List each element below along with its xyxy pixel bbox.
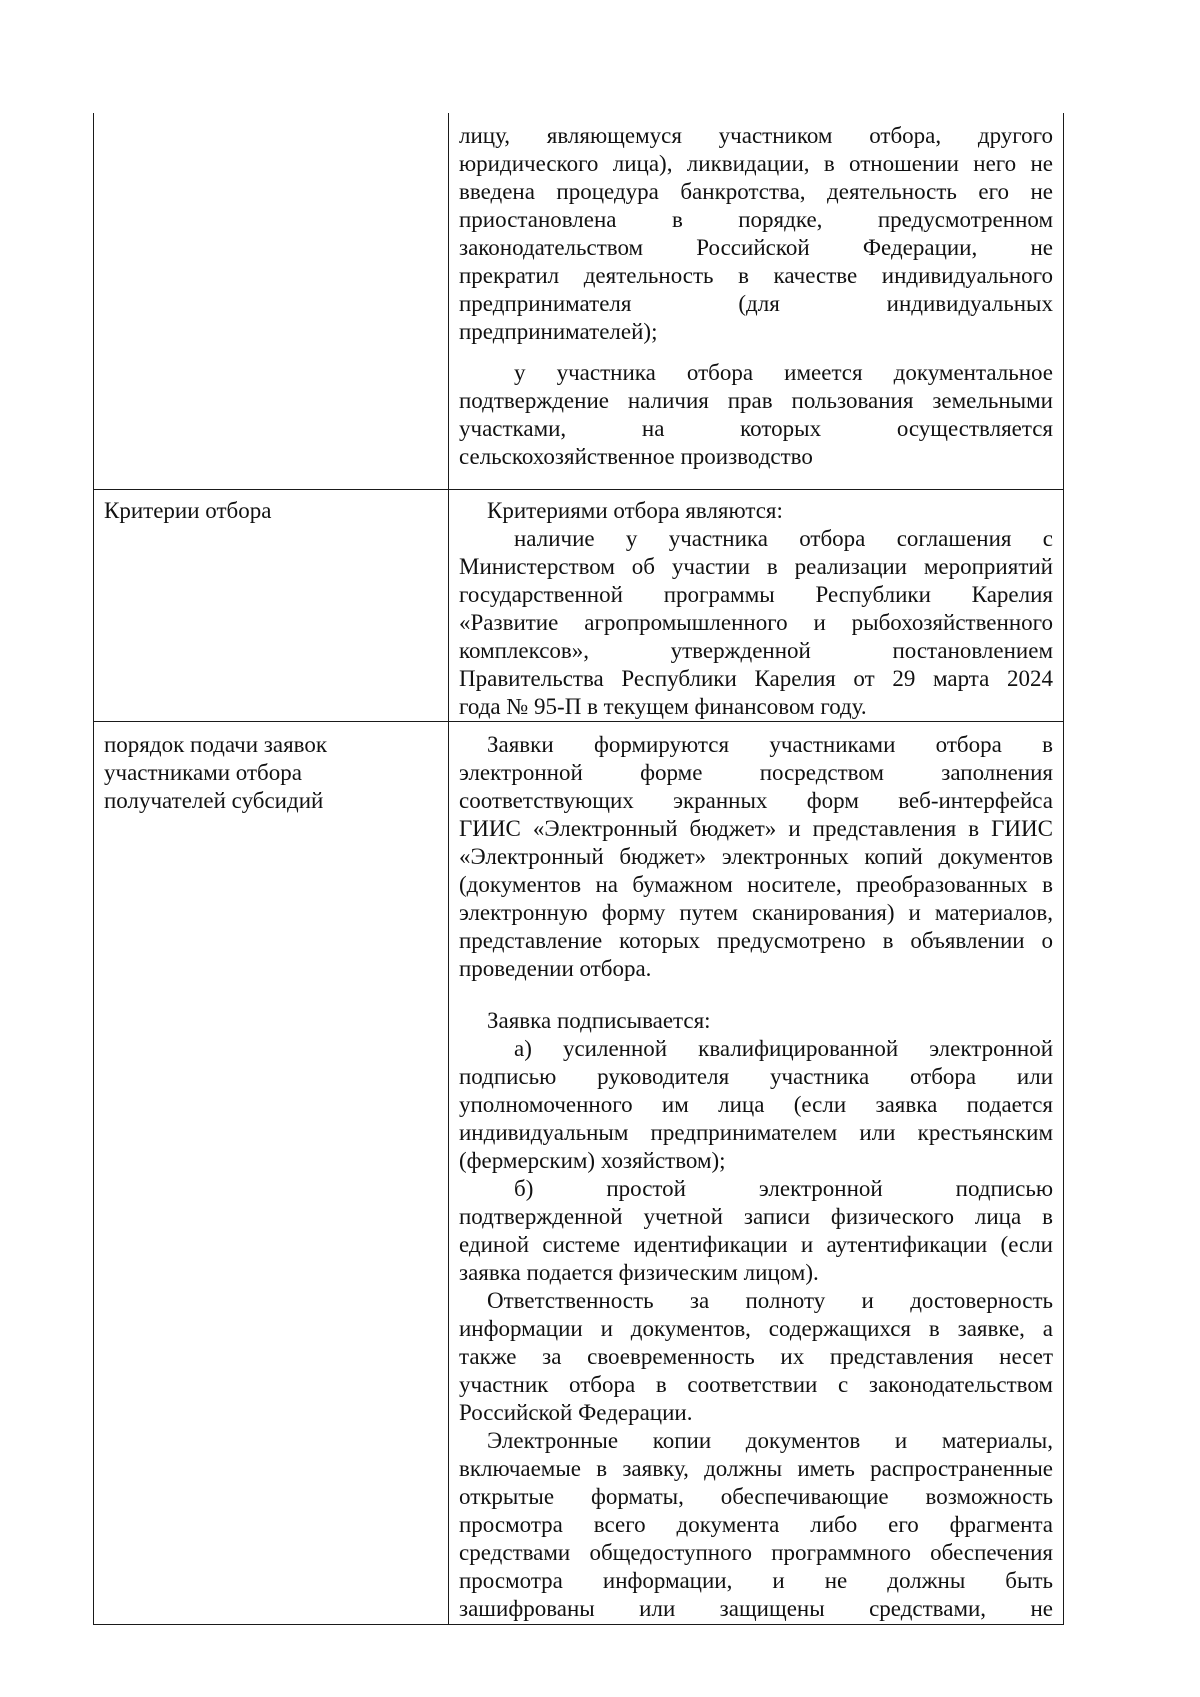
text-line: Заявки формируются участниками отбора в: [487, 732, 1053, 757]
text-line: включаемые в заявку, должны иметь распространенные: [459, 1456, 1053, 1481]
row-label: получателей субсидий: [104, 788, 324, 813]
text-line: открытые форматы, обеспечивающие возможность: [459, 1484, 1053, 1509]
text-line: (документов на бумажном носителе, преобразованных в: [459, 872, 1053, 897]
row-label: порядок подачи заявок: [104, 732, 328, 757]
text-line: участками, на которых осуществляется: [459, 416, 1053, 441]
text-line: заявка подается физическим лицом).: [459, 1260, 819, 1285]
text-line: комплексов», утвержденной постановлением: [459, 638, 1053, 663]
text-line: участник отбора в соответствии с законодательством: [459, 1372, 1053, 1397]
text-line: Ответственность за полноту и достоверность: [487, 1288, 1053, 1313]
text-line: сельскохозяйственное производство: [459, 444, 813, 469]
text-line: единой системе идентификации и аутентификации (если: [459, 1232, 1053, 1257]
row-label: Критерии отбора: [104, 498, 272, 523]
text-line: «Электронный бюджет» электронных копий документов: [459, 844, 1053, 869]
text-line: подтвержденной учетной записи физического лица в: [459, 1204, 1053, 1229]
text-line: просмотра информации, и не должны быть: [459, 1568, 1053, 1593]
text-line: также за своевременность их представления несет: [459, 1344, 1053, 1369]
text-line: Российской Федерации.: [459, 1400, 693, 1425]
text-line: Критериями отбора являются:: [487, 498, 783, 523]
text-line: года № 95-П в текущем финансовом году.: [459, 694, 867, 719]
text-line: лицу, являющемуся участником отбора, другого: [459, 123, 1053, 148]
table-column-divider: [448, 113, 449, 1625]
text-line: электронную форму путем сканирования) и материалов,: [459, 900, 1053, 925]
text-line: «Развитие агропромышленного и рыбохозяйственного: [459, 610, 1053, 635]
row-divider-1: [93, 489, 1064, 490]
text-line: предпринимателя (для индивидуальных: [459, 291, 1053, 316]
text-line: введена процедура банкротства, деятельность его не: [459, 179, 1053, 204]
text-line: Министерством об участии в реализации мероприятий: [459, 554, 1053, 579]
text-line: зашифрованы или защищены средствами, не: [459, 1596, 1053, 1621]
text-line: (фермерским) хозяйством);: [459, 1148, 726, 1173]
text-line: Электронные копии документов и материалы,: [487, 1428, 1053, 1453]
text-line: предпринимателей);: [459, 319, 658, 344]
text-line: приостановлена в порядке, предусмотренном: [459, 207, 1053, 232]
text-line: государственной программы Республики Карелия: [459, 582, 1053, 607]
text-line: уполномоченного им лица (если заявка подается: [459, 1092, 1053, 1117]
row-divider-2: [93, 721, 1064, 722]
text-line: соответствующих экранных форм веб-интерфейса: [459, 788, 1053, 813]
text-line: б) простой электронной подписью: [514, 1176, 1053, 1201]
text-line: подтверждение наличия прав пользования земельными: [459, 388, 1053, 413]
text-line: просмотра всего документа либо его фрагмента: [459, 1512, 1053, 1537]
table-right-border: [1063, 113, 1064, 1625]
table-left-border: [93, 113, 94, 1625]
text-line: наличие у участника отбора соглашения с: [514, 526, 1053, 551]
text-line: подписью руководителя участника отбора или: [459, 1064, 1053, 1089]
table-bottom-border: [93, 1624, 1064, 1625]
text-line: представление которых предусмотрено в объявлении о: [459, 928, 1053, 953]
text-line: Заявка подписывается:: [487, 1008, 711, 1033]
text-line: информации и документов, содержащихся в заявке, а: [459, 1316, 1053, 1341]
text-line: индивидуальным предпринимателем или крестьянским: [459, 1120, 1053, 1145]
text-line: ГИИС «Электронный бюджет» и представления в ГИИС: [459, 816, 1053, 841]
text-line: электронной форме посредством заполнения: [459, 760, 1053, 785]
text-line: Правительства Республики Карелия от 29 марта 2024: [459, 666, 1053, 691]
text-line: юридического лица), ликвидации, в отношении него не: [459, 151, 1053, 176]
text-line: законодательством Российской Федерации, не: [459, 235, 1053, 260]
row-label: участниками отбора: [104, 760, 302, 785]
text-line: а) усиленной квалифицированной электронной: [514, 1036, 1053, 1061]
text-line: прекратил деятельность в качестве индивидуального: [459, 263, 1053, 288]
text-line: у участника отбора имеется документальное: [514, 360, 1053, 385]
text-line: проведении отбора.: [459, 956, 652, 981]
text-line: средствами общедоступного программного обеспечения: [459, 1540, 1053, 1565]
